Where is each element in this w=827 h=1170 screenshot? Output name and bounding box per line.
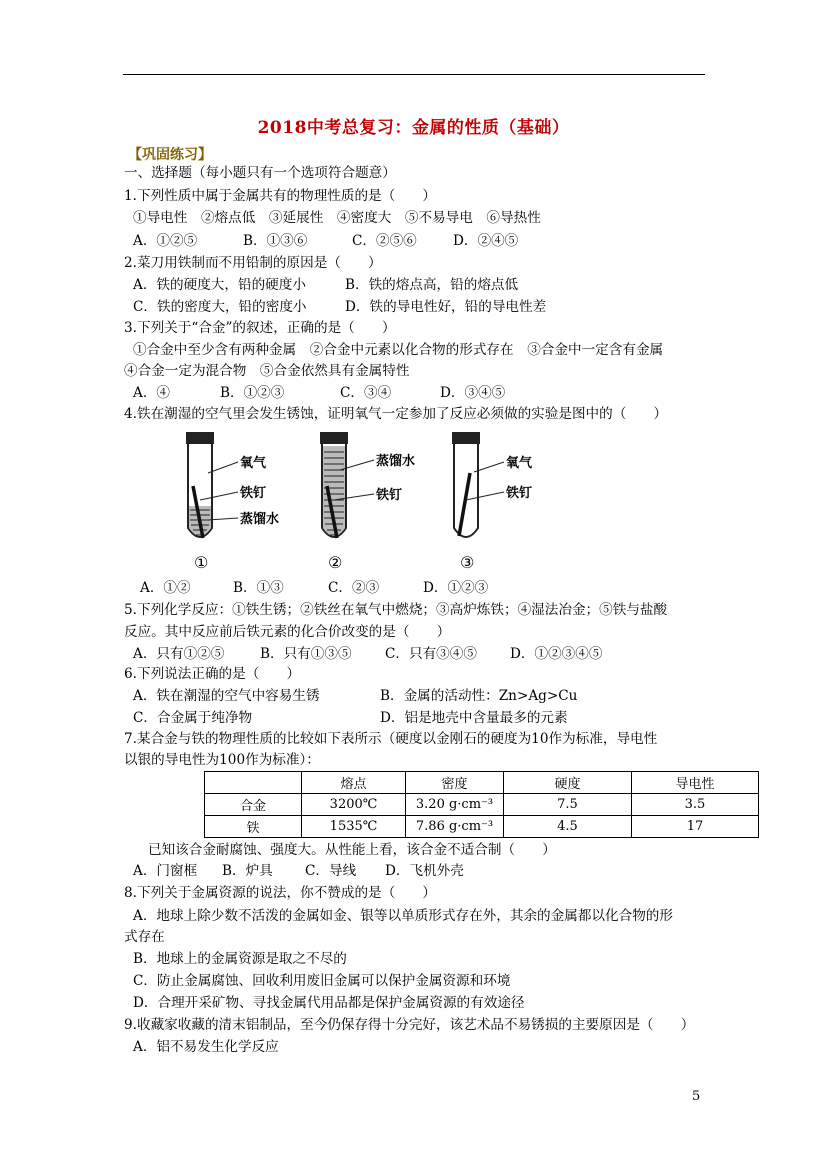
tube2-label-water: 蒸馏水 bbox=[376, 454, 416, 469]
q7-stem-2: 以银的导电性为100作为标准）： bbox=[124, 752, 320, 768]
tube1-number: ① bbox=[194, 553, 209, 572]
tube3-label-nail: 铁钉 bbox=[506, 486, 533, 501]
q7-option-c: C．导线 bbox=[305, 863, 357, 879]
q1-stem: 1.下列性质中属于金属共有的物理性质的是（ ） bbox=[124, 188, 437, 204]
q6-option-c: C．合金属于纯净物 bbox=[133, 710, 253, 726]
properties-table bbox=[204, 771, 759, 838]
q4-option-b: B．①③ bbox=[233, 580, 284, 596]
tube3-number: ③ bbox=[460, 553, 475, 572]
table-cell: 17 bbox=[632, 816, 759, 838]
table-row bbox=[205, 794, 759, 816]
table-cell: 3.20 g·cm⁻³ bbox=[406, 794, 504, 816]
q2-option-d: D．铁的导电性好，铅的导电性差 bbox=[345, 299, 547, 315]
q3-option-c: C．③④ bbox=[340, 385, 392, 401]
q9-option-a: A．铝不易发生化学反应 bbox=[133, 1039, 279, 1055]
q7-option-a: A．门窗框 bbox=[133, 863, 198, 879]
test-tube-2 bbox=[320, 432, 415, 572]
table-header-cell: 密度 bbox=[406, 772, 504, 794]
table-cell: 3200℃ bbox=[302, 794, 406, 816]
q4-option-c: C．②③ bbox=[328, 580, 380, 596]
q2-option-c: C．铁的密度大，铅的密度小 bbox=[133, 299, 307, 315]
q8-option-a-line-1: A．地球上除少数不活泼的金属如金、银等以单质形式存在外，其余的金属都以化合物的形 bbox=[133, 908, 673, 924]
section-label: 【巩固练习】 bbox=[128, 147, 212, 163]
table-header-cell: 硬度 bbox=[504, 772, 632, 794]
q3-items-2: ④合金一定为混合物 ⑤合金依然具有金属特性 bbox=[124, 363, 410, 379]
q2-stem: 2.菜刀用铁制而不用铅制的原因是（ ） bbox=[124, 255, 382, 271]
test-tube-figure bbox=[170, 428, 570, 573]
table-cell: 3.5 bbox=[632, 794, 759, 816]
q6-option-a: A．铁在潮湿的空气中容易生锈 bbox=[133, 688, 320, 704]
tube2-label-nail: 铁钉 bbox=[376, 488, 403, 503]
q8-stem: 8.下列关于金属资源的说法，你不赞成的是（ ） bbox=[124, 885, 437, 901]
header-rule bbox=[123, 74, 705, 75]
q6-stem: 6.下列说法正确的是（ ） bbox=[124, 666, 301, 682]
q4-option-d: D．①②③ bbox=[423, 580, 489, 596]
tube2-number: ② bbox=[328, 553, 343, 572]
q9-stem: 9.收藏家收藏的清末铝制品，至今仍保存得十分完好，该艺术品不易锈损的主要原因是（ ） bbox=[124, 1017, 695, 1033]
table-cell: 7.86 g·cm⁻³ bbox=[406, 816, 504, 838]
q6-option-d: D．铝是地壳中含量最多的元素 bbox=[380, 710, 568, 726]
q5-option-d: D．①②③④⑤ bbox=[510, 646, 603, 662]
q8-option-a-line-2: 式存在 bbox=[124, 929, 165, 945]
tube1-label-nail: 铁钉 bbox=[240, 486, 267, 501]
table-header-row bbox=[205, 772, 759, 794]
q5-stem-1: 5.下列化学反应：①铁生锈；②铁丝在氧气中燃烧；③高炉炼铁；④湿法冶金；⑤铁与盐酸 bbox=[124, 602, 668, 618]
q7-note: 已知该合金耐腐蚀、强度大。从性能上看，该合金不适合制（ ） bbox=[148, 842, 556, 858]
q8-option-d: D．合理开采矿物、寻找金属代用品都是保护金属资源的有效途径 bbox=[133, 995, 525, 1011]
q1-option-b: B．①③⑥ bbox=[243, 233, 308, 249]
table-cell: 铁 bbox=[205, 816, 302, 838]
table-header-cell: 熔点 bbox=[302, 772, 406, 794]
table-cell: 合金 bbox=[205, 794, 302, 816]
q3-option-d: D．③④⑤ bbox=[440, 385, 506, 401]
q1-items: ①导电性 ②熔点低 ③延展性 ④密度大 ⑤不易导电 ⑥导热性 bbox=[133, 210, 541, 226]
q6-option-b: B．金属的活动性：Zn>Ag>Cu bbox=[380, 688, 578, 704]
q1-option-a: A．①②⑤ bbox=[133, 233, 198, 249]
q7-option-b: B．炉具 bbox=[222, 863, 273, 879]
test-tube-1 bbox=[186, 432, 279, 572]
q1-option-c: C．②⑤⑥ bbox=[352, 233, 417, 249]
table-cell: 4.5 bbox=[504, 816, 632, 838]
q3-option-b: B．①②③ bbox=[220, 385, 285, 401]
part-heading: 一、选择题（每小题只有一个选项符合题意） bbox=[124, 165, 396, 181]
test-tube-3 bbox=[452, 432, 533, 572]
table-cell: 1535℃ bbox=[302, 816, 406, 838]
q5-option-b: B．只有①③⑤ bbox=[260, 646, 352, 662]
q3-stem: 3.下列关于“合金”的叙述，正确的是（ ） bbox=[124, 320, 396, 336]
q5-option-a: A．只有①②⑤ bbox=[133, 646, 225, 662]
tube1-label-water: 蒸馏水 bbox=[240, 512, 280, 527]
table-header-cell bbox=[205, 772, 302, 794]
tube1-label-oxygen: 氧气 bbox=[240, 456, 267, 471]
table-row bbox=[205, 816, 759, 838]
table-header-cell: 导电性 bbox=[632, 772, 759, 794]
q2-option-b: B．铁的熔点高，铅的熔点低 bbox=[345, 277, 519, 293]
q8-option-c: C．防止金属腐蚀、回收利用废旧金属可以保护金属资源和环境 bbox=[133, 973, 511, 989]
q3-items-1: ①合金中至少含有两种金属 ②合金中元素以化合物的形式存在 ③合金中一定含有金属 bbox=[133, 342, 664, 358]
q7-option-d: D．飞机外壳 bbox=[385, 863, 464, 879]
q7-stem-1: 7.某合金与铁的物理性质的比较如下表所示（硬度以金刚石的硬度为10作为标准，导电性 bbox=[124, 731, 658, 747]
q4-option-a: A．①② bbox=[140, 580, 191, 596]
tube3-label-oxygen: 氧气 bbox=[506, 456, 533, 471]
page-title: 2018中考总复习：金属的性质（基础） bbox=[257, 118, 570, 138]
q1-option-d: D．②④⑤ bbox=[453, 233, 519, 249]
q5-stem-2: 反应。其中反应前后铁元素的化合价改变的是（ ） bbox=[124, 624, 451, 640]
q2-option-a: A．铁的硬度大，铅的硬度小 bbox=[133, 277, 306, 293]
q5-option-c: C．只有③④⑤ bbox=[385, 646, 477, 662]
table-cell: 7.5 bbox=[504, 794, 632, 816]
q4-stem: 4.铁在潮湿的空气里会发生锈蚀，证明氧气一定参加了反应必须做的实验是图中的（ ） bbox=[124, 406, 668, 422]
q3-option-a: A．④ bbox=[133, 385, 171, 401]
q8-option-b: B．地球上的金属资源是取之不尽的 bbox=[133, 951, 347, 967]
page-number: 5 bbox=[692, 1089, 701, 1104]
